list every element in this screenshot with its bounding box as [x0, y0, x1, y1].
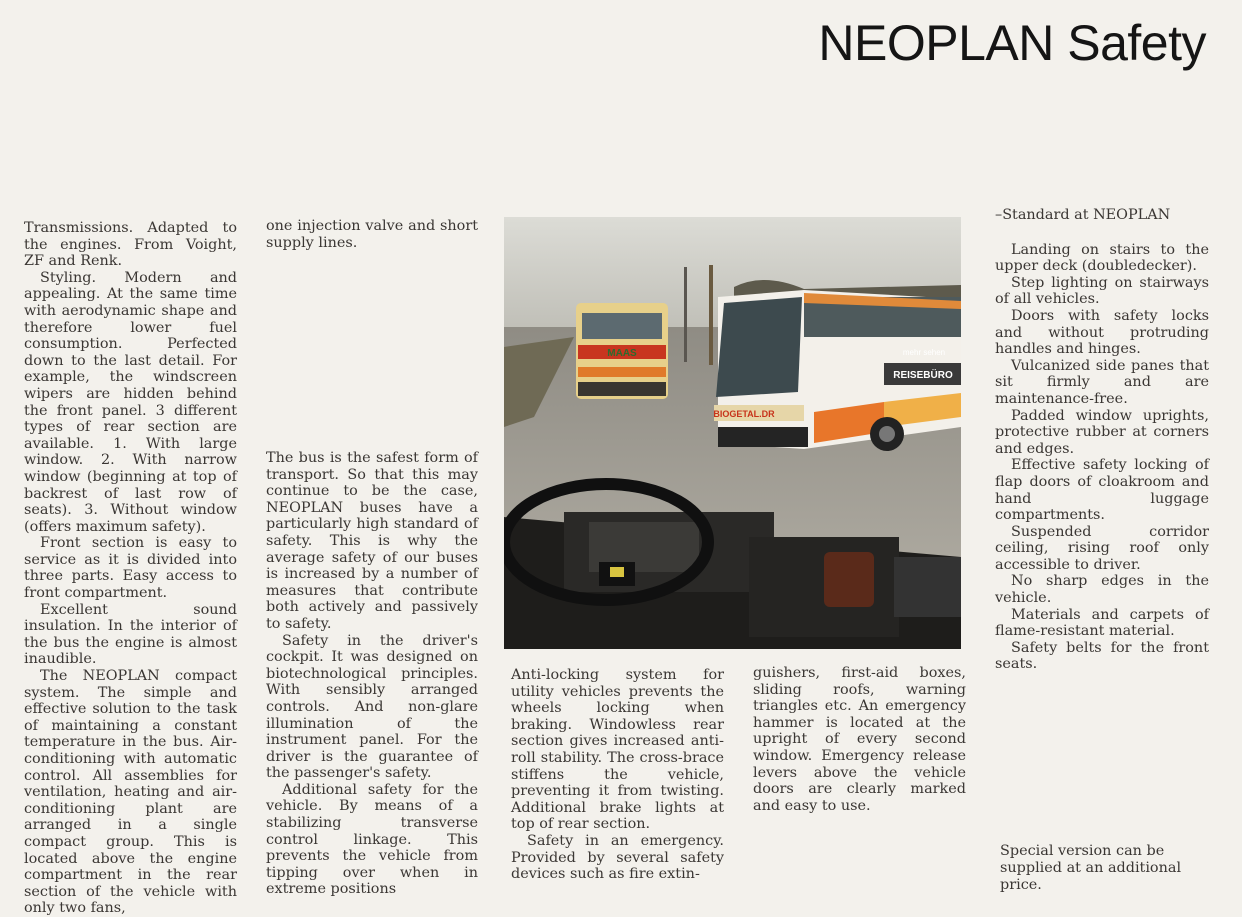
paragraph-additional-safety: Additional safety for the vehicle. By means of a stabilizing transverse control linkage. This prevents the vehicle from tipping over when in extreme positions: [266, 781, 478, 898]
paragraph-extinguishers: guishers, first-aid boxes, sliding roofs, warning triangles etc. An emergency hammer is located at the upright of every second window. Emergency release levers above the vehicle doors are clearly marked and easy to use.: [753, 665, 966, 814]
feature-item: Suspended corridor ceiling, rising roof only accessible to driver.: [995, 523, 1209, 573]
paragraph-front-section: Front section is easy to service as it is divided into three parts. Easy access to front compartment.: [24, 535, 237, 602]
feature-item: Safety belts for the front seats.: [995, 639, 1209, 673]
text-column-1: [24, 220, 237, 917]
text-column-2-bottom: [266, 450, 478, 898]
paragraph-emergency: Safety in an emergency. Provided by several safety devices such as fire extin-: [511, 832, 724, 883]
paragraph-sound-insulation: Excellent sound insulation. In the interior of the bus the engine is almost inaudible.: [24, 601, 237, 668]
paragraph-anti-locking: Anti-locking system for utility vehicles prevents the wheels locking when braking. Windowless rear section gives increased anti-roll stability. The cross-brace stiffens the vehicle, preventing it from twisting. Additional brake lights at top of rear section.: [511, 667, 724, 833]
paragraph-driver-cockpit: Safety in the driver's cockpit. It was designed on biotechnological principles. With sensibly arranged controls. And non-glare illumination of the instrument panel. For the driver is the guarantee of the passenger's safety.: [266, 632, 478, 782]
feature-item: Vulcanized side panes that sit firmly and are maintenance-free.: [995, 357, 1209, 407]
feature-item: No sharp edges in the vehicle.: [995, 573, 1209, 607]
footnote: Special version can be supplied at an additional price.: [1000, 843, 1182, 893]
bus-right-brand: REISEBÜRO: [893, 370, 953, 381]
paragraph-transmissions: Transmissions. Adapted to the engines. From Voight, ZF and Renk.: [24, 220, 237, 270]
feature-item: Doors with safety locks and without protruding handles and hinges.: [995, 307, 1209, 358]
paragraph-injection: one injection valve and short supply lines.: [266, 218, 478, 251]
page-title: NEOPLAN Safety: [818, 15, 1206, 71]
feature-item: Step lighting on stairways of all vehicles.: [995, 274, 1209, 308]
bus-left-sign: MAAS: [607, 348, 637, 359]
feature-item: Landing on stairs to the upper deck (doubledecker).: [995, 241, 1209, 275]
feature-item: Padded window uprights, protective rubber at corners and edges.: [995, 407, 1209, 457]
standard-heading: –Standard at NEOPLAN: [995, 207, 1171, 223]
text-column-4: [753, 665, 966, 814]
feature-item: Materials and carpets of flame-resistant material.: [995, 606, 1209, 640]
bus-photo: [504, 217, 961, 649]
bus-right-stripe: mehr sehen: [902, 348, 946, 357]
text-column-3: [511, 667, 724, 883]
text-column-5: [995, 207, 1209, 673]
feature-item: Effective safety locking of flap doors of cloakroom and hand luggage compartments.: [995, 457, 1209, 524]
bus-right: [713, 290, 961, 451]
text-column-2-top: [266, 218, 478, 251]
bus-right-sign: BIOGETAL.DR: [713, 409, 775, 419]
paragraph-safest-transport: The bus is the safest form of transport. So that this may continue to be the case, NEOPLAN buses have a particularly high standard of safety. This is why the average safety of our buses is increased by a number of measures that contribute both actively and passively to safety.: [266, 450, 478, 632]
bus-left: [576, 303, 668, 399]
paragraph-compact-system: The NEOPLAN compact system. The simple and effective solution to the task of maintaining a constant temperature in the bus. Air-conditioning with automatic control. All assemblies for ventilation, heating and air-conditioning plant are arranged in a single compact group. This is located above the engine compartment in the rear section of the vehicle with only two fans,: [24, 668, 237, 917]
paragraph-styling: Styling. Modern and appealing. At the same time with aerodynamic shape and therefore lower fuel consumption. Perfected down to the last detail. For example, the windscreen wipers are hidden behind the front panel. 3 different types of rear section are available. 1. With large window. 2. With narrow window (beginning at top of backrest of last row of seats). 3. Without window (offers maximum safety).: [24, 269, 237, 535]
